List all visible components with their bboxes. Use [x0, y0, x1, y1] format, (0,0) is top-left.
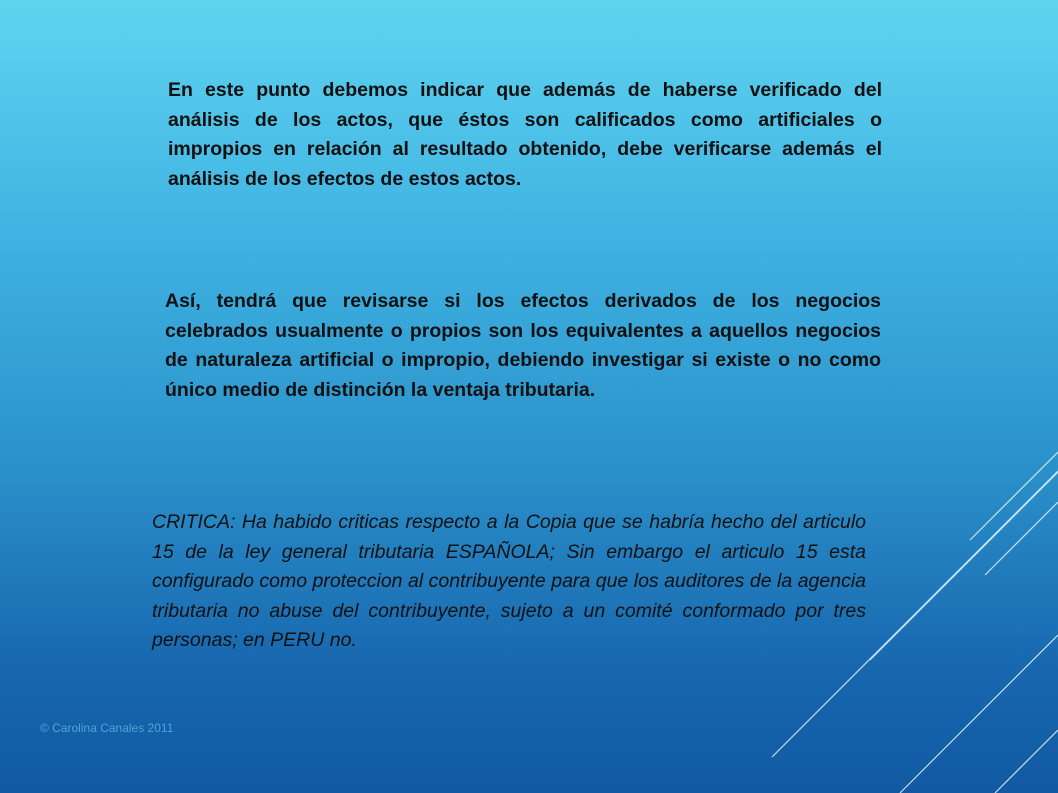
copyright-footer: © Carolina Canales 2011 — [40, 721, 174, 735]
paragraph-actos: En este punto debemos indicar que además de haberse verificado del análisis de los actos, que éstos son calificados como artificiales o impropios en relación al resultado obtenido, debe verificarse además el análisis de los efectos de estos actos. — [168, 79, 882, 190]
diagonal-line — [995, 730, 1058, 793]
diagonal-line — [970, 452, 1058, 540]
diagonal-line — [985, 502, 1058, 575]
diagonal-line — [900, 635, 1058, 793]
diagonal-line — [870, 472, 1058, 660]
paragraph-critica: CRITICA: Ha habido criticas respecto a la Copia que se habría hecho del articulo 15 de la ley general tributaria ESPAÑOLA; Sin embargo el articulo 15 esta configurado como proteccion al contribuyente para que los auditores de la agencia tributaria no abuse del contribuyente, sujeto a un comité conformado por tres personas; en PERU no. — [152, 511, 866, 651]
paragraph-efectos: Así, tendrá que revisarse si los efectos derivados de los negocios celebrados usualmente o propios son los equivalentes a aquellos negocios de naturaleza artificial o impropio, debiendo investigar si existe o no como único medio de distinción la ventaja tributaria. — [165, 290, 881, 401]
